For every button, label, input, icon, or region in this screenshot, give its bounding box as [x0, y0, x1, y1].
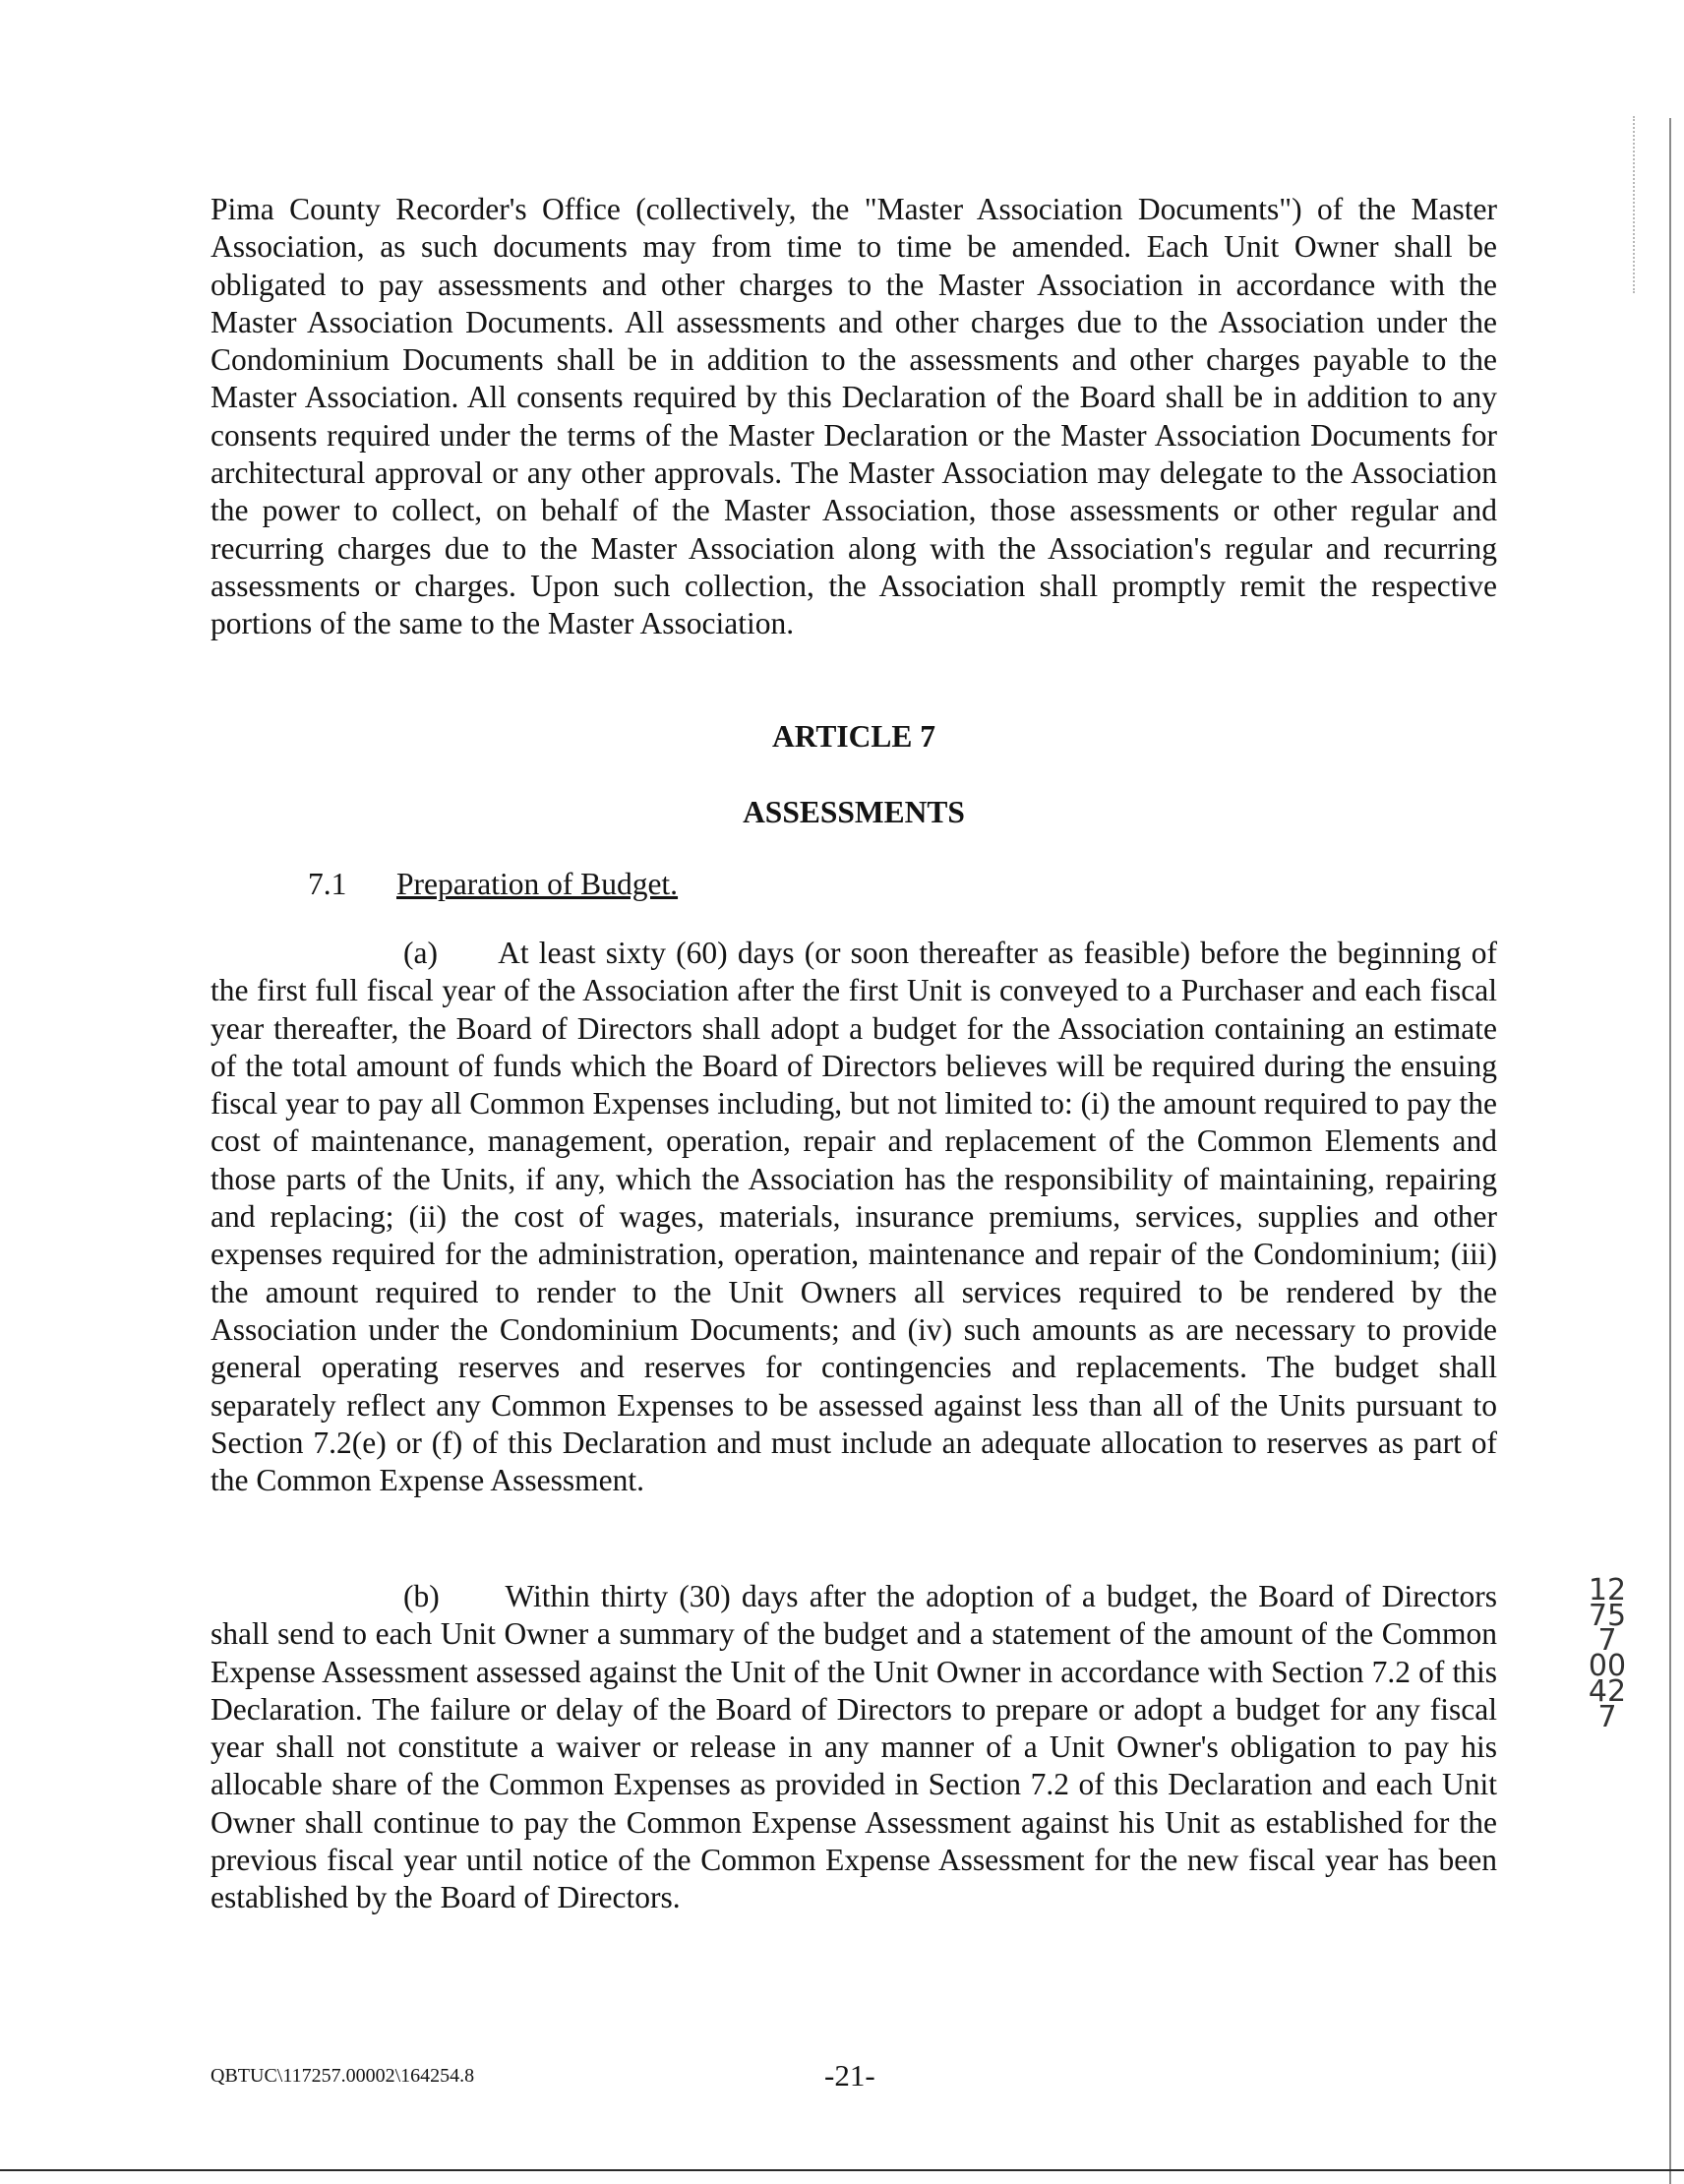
footer-page-number: -21-: [824, 2058, 875, 2093]
article-title: ASSESSMENTS: [743, 795, 965, 829]
footer-document-id: QBTUC\117257.00002\164254.8: [210, 2065, 475, 2087]
section-heading: [308, 866, 678, 903]
scan-bottom-edge: [0, 2169, 1684, 2171]
section-number: 7.1: [308, 867, 347, 901]
article-heading: ARTICLE 7: [771, 719, 936, 754]
section-title: Preparation of Budget.: [396, 867, 679, 901]
scan-right-edge: [1669, 118, 1671, 2184]
scan-edge-dots: [1633, 116, 1635, 293]
recording-stamp: 12757 00427: [1588, 1573, 1627, 1734]
paragraph-a: (a) At least sixty (60) days (or soon thereafter as feasible) before the beginning of the first full fiscal year of the Association after the first Unit is conveyed to a Purchaser and each fiscal year thereafter, the Board of Directors shall adopt a budget for the Association containing an estimate of the total amount of funds which the Board of Directors believes will be required during the ensuing fiscal year to pay all Common Expenses including, but not limited to: (i) the amount required to pay the cost of maintenance, management, operation, repair and replacement of the Common Elements and those parts of the Units, if any, which the Association has the responsibility of maintaining, repairing and replacing; (ii) the cost of wages, materials, insurance premiums, services, supplies and other expenses required for the administration, operation, maintenance and repair of the Condominium; (iii) the amount required to render to the Unit Owners all services required to be rendered by the Association under the Condominium Documents; and (iv) such amounts as are necessary to provide general operating reserves and reserves for contingencies and replacements. The budget shall separately reflect any Common Expenses to be assessed against less than all of the Units pursuant to Section 7.2(e) or (f) of this Declaration and must include an adequate allocation to reserves as part of the Common Expense Assessment.: [210, 936, 1497, 1498]
intro-paragraph: Pima County Recorder's Office (collectively, the "Master Association Documents") of the Master Association, as such documents may from time to time be amended. Each Unit Owner shall be obligated to pay assessments and other charges to the Master Association in accordance with the Master Association Documents. All assessments and other charges due to the Association under the Condominium Documents shall be in addition to the assessments and other charges payable to the Master Association. All consents required by this Declaration of the Board shall be in addition to any consents required under the terms of the Master Declaration or the Master Association Documents for architectural approval or any other approvals. The Master Association may delegate to the Association the power to collect, on behalf of the Master Association, those assessments or other regular and recurring charges due to the Master Association along with the Association's regular and recurring assessments or charges. Upon such collection, the Association shall promptly remit the respective portions of the same to the Master Association.: [210, 192, 1497, 641]
paragraph-b: (b) Within thirty (30) days after the adoption of a budget, the Board of Directors shall send to each Unit Owner a summary of the budget and a statement of the amount of the Common Expense Assessment assessed against the Unit of the Unit Owner in accordance with Section 7.2 of this Declaration. The failure or delay of the Board of Directors to prepare or adopt a budget for any fiscal year shall not constitute a waiver or release in any manner of a Unit Owner's obligation to pay his allocable share of the Common Expenses as provided in Section 7.2 of this Declaration and each Unit Owner shall continue to pay the Common Expense Assessment against his Unit as established for the previous fiscal year until notice of the Common Expense Assessment for the new fiscal year has been established by the Board of Directors.: [210, 1579, 1497, 1915]
